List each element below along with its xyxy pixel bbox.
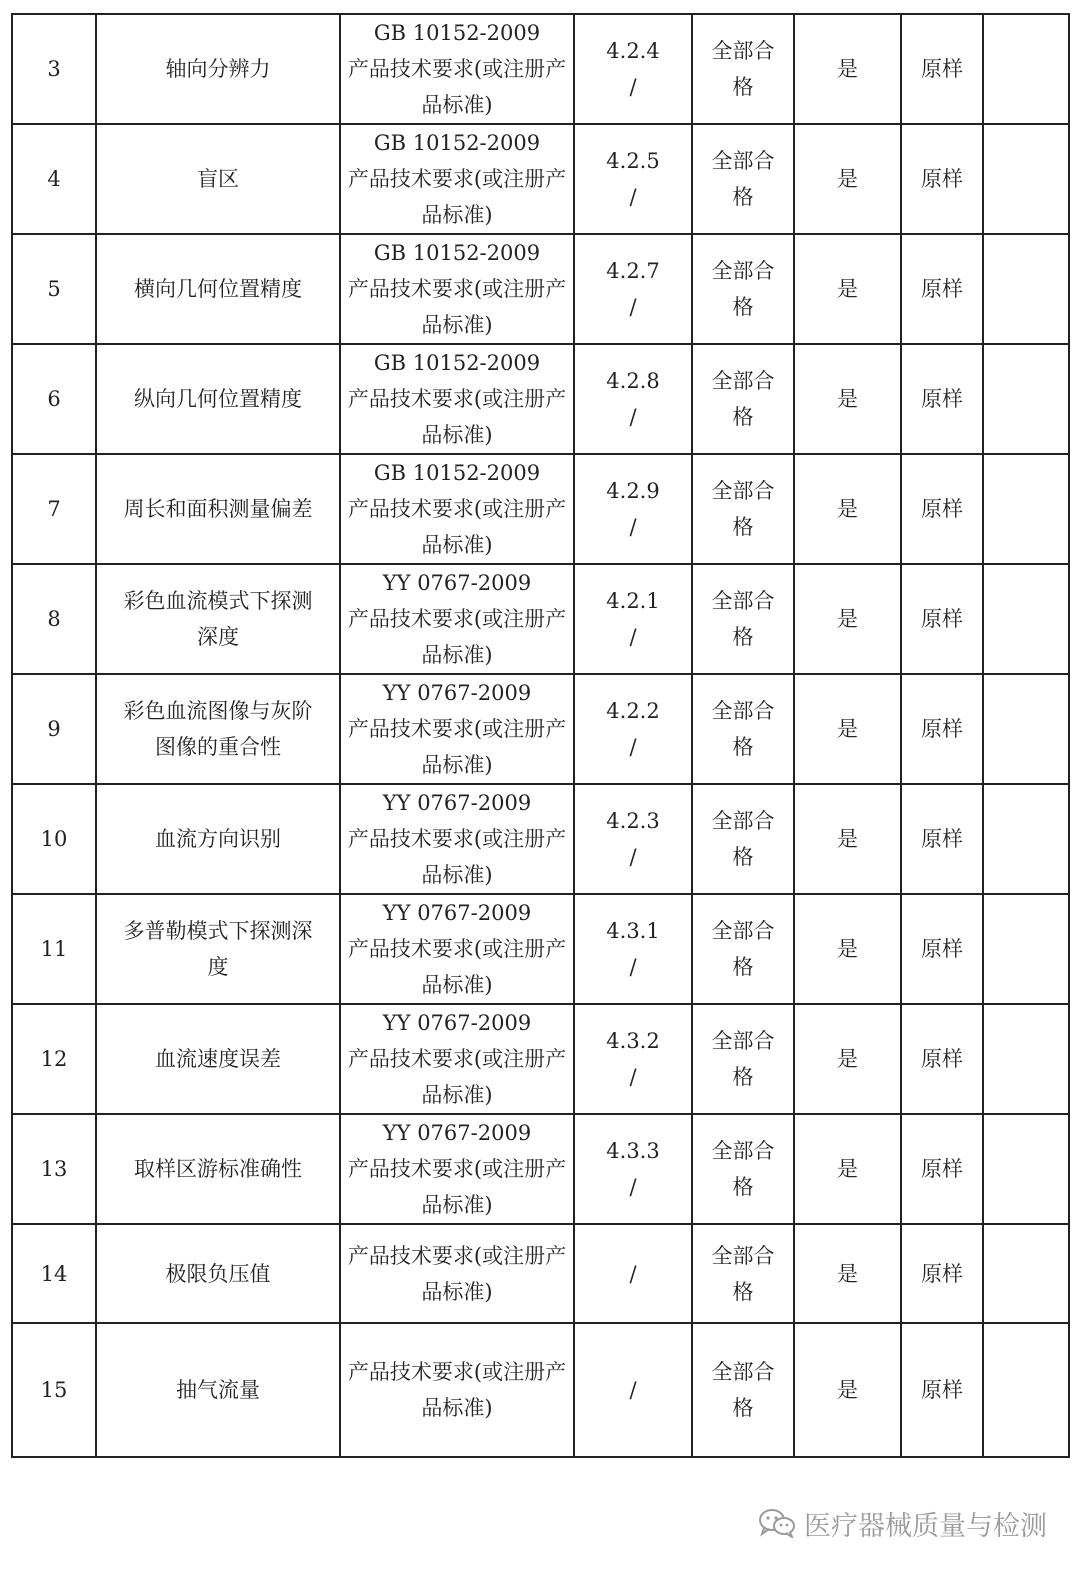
cell-standard: [340, 674, 574, 784]
standard-spec: 产品技术要求(或注册产品标准): [347, 387, 567, 447]
table-row: [12, 1224, 1069, 1323]
clause-number: 4.2.9: [606, 479, 660, 503]
cell-clause: [574, 564, 692, 674]
standard-code: GB 10152-2009: [373, 351, 541, 375]
cell-conformity: 是: [794, 1114, 901, 1224]
cell-sample: 原样: [901, 124, 983, 234]
table-row: [12, 1323, 1069, 1457]
clause-number: 4.2.3: [606, 809, 660, 833]
cell-clause: [574, 674, 692, 784]
cell-test-item: 横向几何位置精度: [96, 234, 340, 344]
cell-standard: [340, 234, 574, 344]
clause-placeholder: /: [629, 735, 637, 759]
cell-clause: [574, 234, 692, 344]
table-row: [12, 124, 1069, 234]
cell-number: 7: [12, 454, 96, 564]
clause-number: 4.2.8: [606, 369, 660, 393]
standard-spec: 产品技术要求(或注册产品标准): [347, 827, 567, 887]
cell-number: 12: [12, 1004, 96, 1114]
cell-number: 13: [12, 1114, 96, 1224]
clause-number: 4.2.4: [606, 39, 660, 63]
cell-test-item: 轴向分辨力: [96, 14, 340, 124]
clause-number: 4.3.3: [606, 1139, 660, 1163]
cell-remark: [983, 1114, 1069, 1224]
cell-number: 11: [12, 894, 96, 1004]
cell-standard: [340, 894, 574, 1004]
cell-sample: 原样: [901, 784, 983, 894]
table-row: [12, 784, 1069, 894]
cell-standard: [340, 1323, 574, 1457]
cell-sample: 原样: [901, 344, 983, 454]
standard-spec: 产品技术要求(或注册产品标准): [347, 497, 567, 557]
clause-placeholder: /: [629, 625, 637, 649]
cell-sample: 原样: [901, 1004, 983, 1114]
cell-clause: [574, 14, 692, 124]
cell-remark: [983, 14, 1069, 124]
cell-conformity: 是: [794, 344, 901, 454]
standard-code: YY 0767-2009: [382, 791, 532, 815]
cell-number: 8: [12, 564, 96, 674]
standard-code: YY 0767-2009: [382, 1011, 532, 1035]
cell-clause: [574, 344, 692, 454]
cell-remark: [983, 1323, 1069, 1457]
cell-standard: [340, 14, 574, 124]
standard-spec: 产品技术要求(或注册产品标准): [347, 607, 567, 667]
table-row: [12, 564, 1069, 674]
cell-result: 全部合格: [692, 124, 794, 234]
cell-remark: [983, 894, 1069, 1004]
cell-clause: [574, 124, 692, 234]
cell-number: 14: [12, 1224, 96, 1323]
clause-placeholder: /: [629, 1065, 637, 1089]
cell-sample: 原样: [901, 1114, 983, 1224]
clause-number: 4.3.1: [606, 919, 660, 943]
cell-conformity: 是: [794, 1004, 901, 1114]
cell-sample: 原样: [901, 1323, 983, 1457]
standard-spec: 产品技术要求(或注册产品标准): [347, 1243, 567, 1304]
cell-test-item: 血流方向识别: [96, 784, 340, 894]
cell-conformity: 是: [794, 1323, 901, 1457]
cell-test-item: 多普勒模式下探测深度: [96, 894, 340, 1004]
cell-test-item: 取样区游标准确性: [96, 1114, 340, 1224]
cell-sample: 原样: [901, 454, 983, 564]
table-row: [12, 674, 1069, 784]
standard-spec: 产品技术要求(或注册产品标准): [347, 277, 567, 337]
cell-number: 4: [12, 124, 96, 234]
cell-test-item: 纵向几何位置精度: [96, 344, 340, 454]
cell-conformity: 是: [794, 454, 901, 564]
cell-remark: [983, 454, 1069, 564]
cell-sample: 原样: [901, 564, 983, 674]
cell-result: 全部合格: [692, 784, 794, 894]
wechat-icon: [758, 1508, 796, 1538]
clause-placeholder: /: [629, 75, 637, 99]
clause-placeholder: /: [629, 515, 637, 539]
cell-clause: [574, 784, 692, 894]
clause-number: 4.3.2: [606, 1029, 660, 1053]
cell-result: 全部合格: [692, 1323, 794, 1457]
cell-number: 10: [12, 784, 96, 894]
cell-result: 全部合格: [692, 674, 794, 784]
cell-result: 全部合格: [692, 234, 794, 344]
cell-result: 全部合格: [692, 1224, 794, 1323]
cell-standard: [340, 344, 574, 454]
table-row: [12, 14, 1069, 124]
cell-sample: 原样: [901, 674, 983, 784]
cell-result: 全部合格: [692, 14, 794, 124]
cell-number: 9: [12, 674, 96, 784]
clause-placeholder: /: [629, 295, 637, 319]
cell-result: 全部合格: [692, 1114, 794, 1224]
clause-placeholder: /: [629, 1175, 637, 1199]
cell-clause: [574, 454, 692, 564]
cell-result: 全部合格: [692, 344, 794, 454]
cell-conformity: 是: [794, 14, 901, 124]
cell-conformity: 是: [794, 564, 901, 674]
cell-conformity: 是: [794, 674, 901, 784]
cell-sample: 原样: [901, 894, 983, 1004]
cell-test-item: 极限负压值: [96, 1224, 340, 1323]
cell-number: 15: [12, 1323, 96, 1457]
cell-remark: [983, 784, 1069, 894]
standard-code: GB 10152-2009: [373, 461, 541, 485]
cell-test-item: 抽气流量: [96, 1323, 340, 1457]
standard-code: GB 10152-2009: [373, 241, 541, 265]
cell-clause: [574, 1004, 692, 1114]
clause-placeholder: /: [629, 845, 637, 869]
cell-standard: [340, 124, 574, 234]
clause-placeholder: /: [629, 1378, 637, 1402]
cell-conformity: 是: [794, 894, 901, 1004]
cell-test-item: 盲区: [96, 124, 340, 234]
standard-spec: 产品技术要求(或注册产品标准): [347, 717, 567, 777]
cell-result: 全部合格: [692, 894, 794, 1004]
cell-standard: [340, 784, 574, 894]
cell-standard: [340, 1114, 574, 1224]
cell-remark: [983, 1004, 1069, 1114]
standard-code: YY 0767-2009: [382, 1121, 532, 1145]
cell-remark: [983, 674, 1069, 784]
cell-remark: [983, 234, 1069, 344]
cell-clause: [574, 894, 692, 1004]
standard-code: GB 10152-2009: [373, 21, 541, 45]
cell-clause: [574, 1323, 692, 1457]
cell-number: 5: [12, 234, 96, 344]
cell-number: 3: [12, 14, 96, 124]
cell-remark: [983, 1224, 1069, 1323]
cell-conformity: 是: [794, 784, 901, 894]
table-row: [12, 344, 1069, 454]
cell-test-item: 彩色血流图像与灰阶图像的重合性: [96, 674, 340, 784]
cell-standard: [340, 564, 574, 674]
cell-standard: [340, 1004, 574, 1114]
cell-clause: [574, 1114, 692, 1224]
table-row: [12, 1004, 1069, 1114]
clause-number: 4.2.1: [606, 589, 660, 613]
standard-spec: 产品技术要求(或注册产品标准): [347, 167, 567, 227]
clause-placeholder: /: [629, 405, 637, 429]
cell-conformity: 是: [794, 234, 901, 344]
cell-clause: [574, 1224, 692, 1323]
cell-sample: 原样: [901, 14, 983, 124]
cell-remark: [983, 344, 1069, 454]
clause-number: 4.2.5: [606, 149, 660, 173]
standard-spec: 产品技术要求(或注册产品标准): [347, 57, 567, 117]
standard-spec: 产品技术要求(或注册产品标准): [347, 1047, 567, 1107]
cell-test-item: 血流速度误差: [96, 1004, 340, 1114]
clause-number: 4.2.2: [606, 699, 660, 723]
cell-conformity: 是: [794, 1224, 901, 1323]
cell-conformity: 是: [794, 124, 901, 234]
cell-test-item: 周长和面积测量偏差: [96, 454, 340, 564]
watermark: [758, 1503, 1047, 1543]
standard-spec: 产品技术要求(或注册产品标准): [347, 937, 567, 997]
cell-standard: [340, 1224, 574, 1323]
table-row: [12, 234, 1069, 344]
clause-placeholder: /: [629, 185, 637, 209]
cell-result: 全部合格: [692, 1004, 794, 1114]
standard-code: YY 0767-2009: [382, 681, 532, 705]
standard-code: YY 0767-2009: [382, 571, 532, 595]
cell-remark: [983, 124, 1069, 234]
clause-placeholder: /: [629, 955, 637, 979]
clause-placeholder: /: [629, 1261, 637, 1286]
cell-standard: [340, 454, 574, 564]
cell-remark: [983, 564, 1069, 674]
standard-code: YY 0767-2009: [382, 901, 532, 925]
inspection-results-table: [11, 13, 1068, 1458]
cell-sample: 原样: [901, 1224, 983, 1323]
standard-spec: 产品技术要求(或注册产品标准): [347, 1157, 567, 1217]
cell-sample: 原样: [901, 234, 983, 344]
cell-result: 全部合格: [692, 564, 794, 674]
cell-result: 全部合格: [692, 454, 794, 564]
table-row: [12, 1114, 1069, 1224]
watermark-text: 医疗器械质量与检测: [804, 1510, 1047, 1542]
standard-code: GB 10152-2009: [373, 131, 541, 155]
standard-spec: 产品技术要求(或注册产品标准): [347, 1360, 567, 1420]
cell-number: 6: [12, 344, 96, 454]
cell-test-item: 彩色血流模式下探测深度: [96, 564, 340, 674]
table-row: [12, 454, 1069, 564]
clause-number: 4.2.7: [606, 259, 660, 283]
table-row: [12, 894, 1069, 1004]
